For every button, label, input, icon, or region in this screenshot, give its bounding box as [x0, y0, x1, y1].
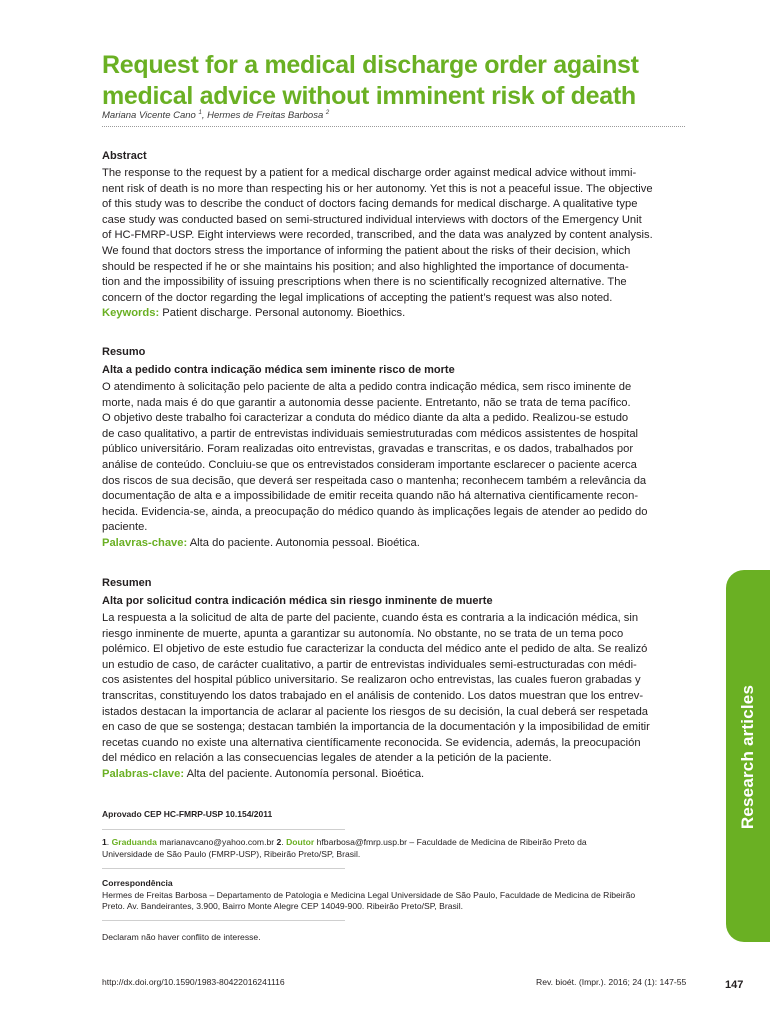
abstract-line: nent risk of death is no more than respecting his or her autonomy. Yet this is not a peaceful issue. The objective	[102, 182, 653, 195]
notes-divider	[102, 829, 345, 830]
resumo-body	[102, 380, 685, 552]
notes-divider	[102, 920, 345, 921]
abstract-line: of this study was to describe the conduct of doctors facing demands for medical discharge. A qualitative type	[102, 198, 638, 211]
author-line	[102, 110, 329, 121]
resumen-line: transcritas, constituyendo los datos trabajado en el análisis de contenido. Los datos muestran que los entrev-	[102, 689, 644, 702]
resumo-line: público universitário. Foram realizadas oito entrevistas, gravadas e transcritas, e os dados, trabalhados por	[102, 443, 634, 456]
affil-role-1: Graduanda	[111, 837, 157, 847]
correspondence-line: Preto. Av. Bandeirantes, 3.900, Bairro Monte Alegre CEP 14049-900. Ribeirão Preto/SP, Brasil.	[102, 901, 463, 911]
resumen-line: del médico en relación a las consecuencias legales de atender a la petición de la paciente.	[102, 752, 552, 765]
resumen-line: recetas cuando no existe una alternativa científicamente reconocida. Se evidencia, además, la preocupación	[102, 736, 641, 749]
correspondence	[102, 878, 685, 913]
section-side-label: Research articles	[738, 684, 757, 830]
conflict-statement: Declaram não haver conflito de interesse.	[102, 932, 261, 942]
resumo-line: paciente.	[102, 521, 148, 534]
affiliations: 1. Graduanda marianavcano@yahoo.com.br 2. Doutor hfbarbosa@fmrp.usp.br – Faculdade de Medicina de Ribeirão Preto da Universidade de São Paulo (FMRP-USP), Ribeirão Preto/SP, Brasil.	[102, 837, 685, 860]
resumo-subtitle: Alta a pedido contra indicação médica sem iminente risco de morte	[102, 364, 455, 376]
resumo-line: morte, nada mais é do que garantir a autonomia desse paciente. Entretanto, não se trata de tema pacífico.	[102, 396, 631, 409]
affil-line-2: Universidade de São Paulo (FMRP-USP), Ribeirão Preto/SP, Brasil.	[102, 848, 361, 859]
resumo-line: dos riscos de sua decisão, que deverá ser respeitada caso o mantenha; reconhecem também a relevância da	[102, 474, 647, 487]
correspondence-label: Correspondência	[102, 878, 173, 888]
resumen-line: en caso de que se sostenga; destacan también la importancia de la documentación y la imposibilidad de emitir	[102, 721, 650, 734]
resumo-line: O objetivo deste trabalho foi caracterizar a conduta do médico diante da alta a pedido. Realizou-se estudo	[102, 412, 629, 425]
resumo-line: documentação de alta e a impossibilidade de emitir receita quando não há alternativa cientificamente recon-	[102, 490, 639, 503]
abstract-line: case study was conducted based on semi-structured individual interviews with doctors of the Emergency Unit	[102, 213, 642, 226]
keywords-text: Patient discharge. Personal autonomy. Bioethics.	[159, 307, 406, 320]
ethics-approval: Aprovado CEP HC-FMRP-USP 10.154/2011	[102, 809, 273, 819]
resumen-line: cos asistentes del hospital público universitario. Se realizaron ocho entrevistas, las cuales fueron grabadas y	[102, 674, 641, 687]
article-title	[102, 50, 702, 112]
abstract-line: of HC-FMRP-USP. Eight interviews were recorded, transcribed, and the data was analyzed by content analysis.	[102, 229, 653, 242]
abstract-line: should be respected if he or she maintains his position; and also highlighted the importance of documenta-	[102, 260, 629, 273]
resumen-body	[102, 611, 685, 783]
resumo-keywords	[102, 536, 685, 552]
title-divider	[102, 126, 685, 127]
abstract-section	[102, 150, 685, 322]
abstract-heading: Abstract	[102, 150, 147, 162]
keywords-text: Alta del paciente. Autonomía personal. Bioética.	[184, 767, 425, 780]
resumo-line: hecida. Evidencia-se, ainda, a preocupação do médico quando às implicações legais de atender ao pedido do	[102, 505, 648, 518]
correspondence-line: Hermes de Freitas Barbosa – Departamento de Patologia e Medicina Legal Universidade de São Paulo, Faculdade de Medicina de Ribeirão	[102, 889, 636, 900]
affil-rest: hfbarbosa@fmrp.usp.br – Faculdade de Medicina de Ribeirão Preto da	[316, 837, 587, 847]
abstract-line: The response to the request by a patient for a medical discharge order against medical advice without immi-	[102, 167, 637, 179]
resumen-line: un estudio de caso, de carácter cualitativo, a partir de entrevistas individuales semi-estructuradas con médi-	[102, 658, 637, 671]
resumo-line: O atendimento à solicitação pelo paciente de alta a pedido contra indicação médica, sem risco iminente de	[102, 381, 632, 393]
journal-citation: Rev. bioét. (Impr.). 2016; 24 (1): 147-55	[536, 977, 687, 987]
resumo-section	[102, 346, 685, 552]
keywords-label: Palavras-chave:	[102, 536, 188, 549]
resumen-line: La respuesta a la solicitud de alta de parte del paciente, cuando ésta es contraria a la indicación médica, sin	[102, 612, 639, 624]
abstract-keywords	[102, 306, 685, 322]
keywords-text: Alta do paciente. Autonomia pessoal. Bioética.	[187, 536, 420, 549]
resumen-section	[102, 577, 685, 783]
author-separator: ,	[201, 110, 208, 122]
page-number: 147	[725, 979, 744, 991]
keywords-label: Keywords:	[102, 307, 160, 320]
title-line-2: medical advice without imminent risk of death	[102, 82, 636, 110]
resumo-heading: Resumo	[102, 346, 146, 358]
abstract-line: concern of the doctor regarding the legal implications of accepting the patient’s request was also noted.	[102, 291, 613, 304]
resumo-line: de caso qualitativo, a partir de entrevistas individuais semiestruturadas com médicos assistentes de hospital	[102, 427, 639, 440]
affil-email-1: marianavcano@yahoo.com.br	[159, 837, 275, 847]
author-2-sup: 2	[325, 110, 330, 116]
resumo-line: análise de conteúdo. Concluiu-se que os entrevistados consideram importante esclarecer o paciente acerca	[102, 458, 637, 471]
resumen-line: polémico. El objetivo de este estudio fue caracterizar la conducta del médico ante el pedido de alta. Se realizó	[102, 643, 648, 656]
affil-number-1: 1	[102, 837, 107, 847]
doi-link[interactable]: http://dx.doi.org/10.1590/1983-80422016241116	[102, 977, 285, 987]
resumen-subtitle: Alta por solicitud contra indicación médica sin riesgo inminente de muerte	[102, 595, 493, 607]
title-line-1: Request for a medical discharge order against	[102, 51, 639, 79]
author-1-sup: 1	[198, 110, 202, 116]
abstract-line: We found that doctors stress the importance of informing the patient about the risks of their decision, which	[102, 244, 631, 257]
author-2: Hermes de Freitas Barbosa	[207, 110, 324, 122]
keywords-label: Palabras-clave:	[102, 767, 185, 780]
resumen-keywords	[102, 767, 685, 783]
notes-divider	[102, 868, 345, 869]
resumen-line: istados destacan la importancia de aclarar al paciente los riesgos de su decisión, la cual deberá ser respetada	[102, 705, 649, 718]
resumen-heading: Resumen	[102, 577, 152, 589]
resumen-line: riesgo inminente de muerte, apunta a garantizar su autonomía. No obstante, no se trata de un tema poco	[102, 627, 624, 640]
abstract-body	[102, 166, 685, 322]
author-1: Mariana Vicente Cano	[102, 110, 196, 122]
affil-role-2: Doutor	[286, 837, 315, 847]
affil-number-2: 2	[276, 837, 282, 847]
abstract-line: tion and the impossibility of issuing prescriptions when there is no scientifically recognized alternative. The	[102, 276, 627, 289]
